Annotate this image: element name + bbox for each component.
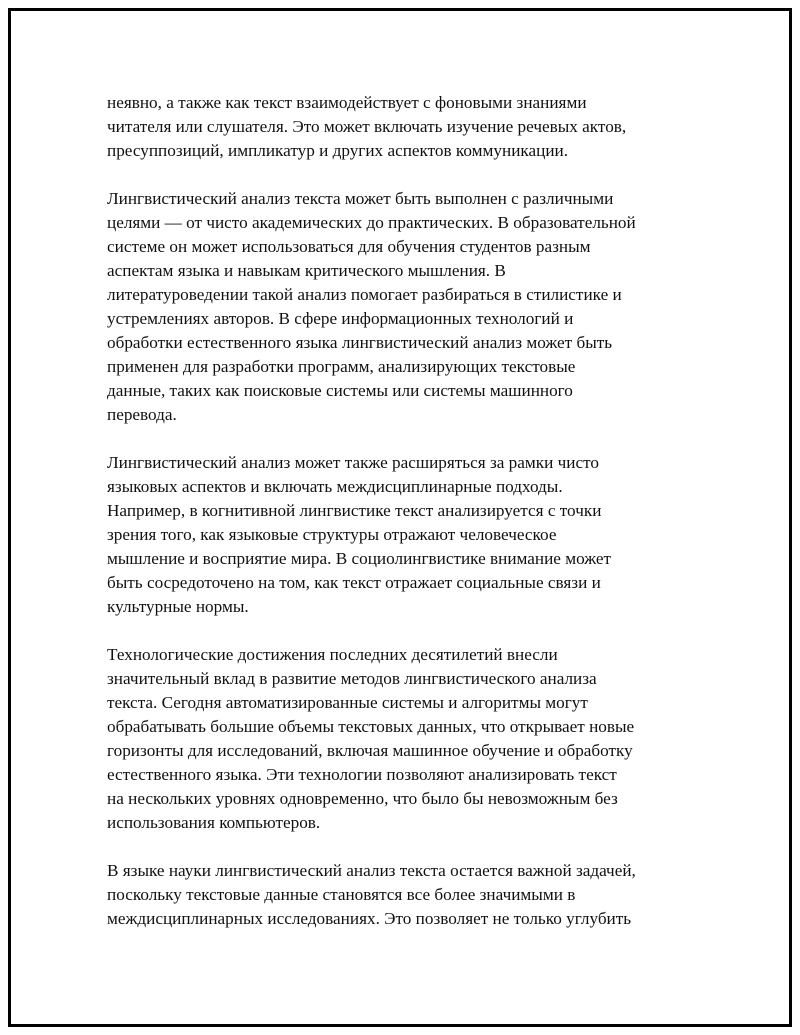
text-line: аспектам языка и навыкам критического мышления. В [107,261,506,280]
text-line: обрабатывать большие объемы текстовых данных, что открывает новые [107,717,635,736]
text-line: применен для разработки программ, анализирующих текстовые [107,357,576,376]
text-line: использования компьютеров. [107,813,321,832]
paragraph [107,859,687,931]
text-line: литературоведении такой анализ помогает разбираться в стилистике и [107,285,622,304]
text-line: Лингвистический анализ может также расширяться за рамки чисто [107,453,599,472]
text-line: междисциплинарных исследованиях. Это позволяет не только углубить [107,909,632,928]
text-line: естественного языка. Эти технологии позволяют анализировать текст [107,765,617,784]
paragraph [107,451,687,619]
text-line: значительный вклад в развитие методов лингвистического анализа [107,669,597,688]
text-line: Лингвистический анализ текста может быть выполнен с различными [107,189,614,208]
text-line: Например, в когнитивной лингвистике текст анализируется с точки [107,501,602,520]
text-line: быть сосредоточено на том, как текст отражает социальные связи и [107,573,601,592]
text-line: культурные нормы. [107,597,249,616]
text-line: системе он может использоваться для обучения студентов разным [107,237,591,256]
text-line: неявно, а также как текст взаимодействует с фоновыми знаниями [107,93,587,112]
text-line: данные, таких как поисковые системы или системы машинного [107,381,573,400]
text-line: пресуппозиций, импликатур и других аспектов коммуникации. [107,141,569,160]
text-line: зрения того, как языковые структуры отражают человеческое [107,525,557,544]
text-line: горизонты для исследований, включая машинное обучение и обработку [107,741,633,760]
paragraph [107,187,687,427]
text-line: текста. Сегодня автоматизированные системы и алгоритмы могут [107,693,588,712]
text-line: мышление и восприятие мира. В социолингвистике внимание может [107,549,612,568]
paragraph [107,91,687,163]
text-line: перевода. [107,405,177,424]
text-line: Технологические достижения последних десятилетий внесли [107,645,558,664]
text-line: поскольку текстовые данные становятся все более значимыми в [107,885,576,904]
text-line: устремлениях авторов. В сфере информационных технологий и [107,309,574,328]
text-line: В языке науки лингвистический анализ текста остается важной задачей, [107,861,636,880]
document-body [107,91,687,955]
text-line: обработки естественного языка лингвистический анализ может быть [107,333,613,352]
text-line: читателя или слушателя. Это может включать изучение речевых актов, [107,117,627,136]
text-line: на нескольких уровнях одновременно, что было бы невозможным без [107,789,618,808]
text-line: целями — от чисто академических до практических. В образовательной [107,213,636,232]
paragraph [107,643,687,835]
text-line: языковых аспектов и включать междисциплинарные подходы. [107,477,563,496]
